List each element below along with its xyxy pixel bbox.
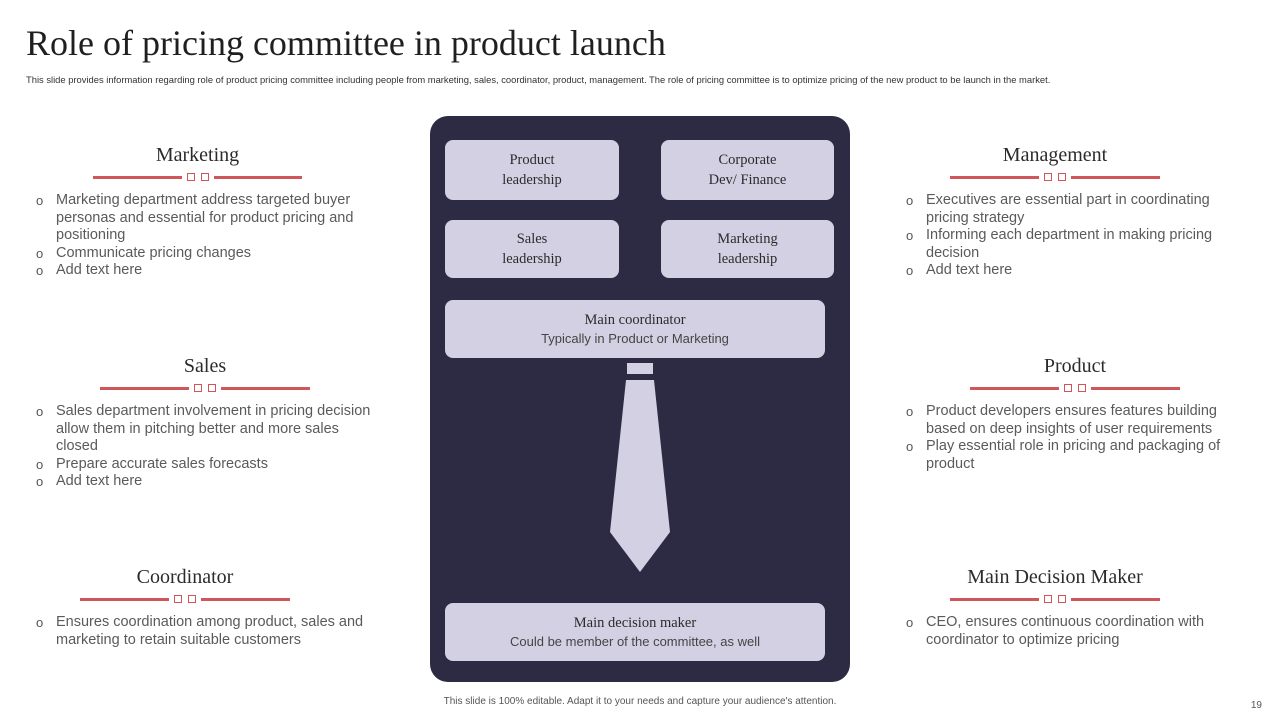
divider-square-icon: [188, 595, 196, 603]
bullet-text: CEO, ensures continuous coordination with coordinator to optimize pricing: [926, 614, 1205, 648]
bullet-text: Product developers ensures features building based on deep insights of user requirements: [926, 403, 1217, 437]
divider-line-right: [1071, 598, 1160, 601]
main-coordinator-subtitle: Typically in Product or Marketing: [541, 331, 729, 346]
bullet-item: [36, 403, 376, 456]
divider-line-right: [214, 176, 303, 179]
bullet-item: [906, 192, 1246, 227]
section-management: [906, 144, 1246, 280]
heading-divider: [80, 595, 290, 605]
bullet-list: [36, 403, 376, 491]
section-coordinator: [36, 566, 376, 649]
product-leadership-line2: leadership: [502, 172, 562, 188]
divider-line-left: [80, 598, 169, 601]
bullet-item: [906, 227, 1246, 262]
corporate-finance-line2: Dev/ Finance: [708, 172, 787, 188]
divider-square-icon: [1064, 384, 1072, 392]
section-head: [906, 355, 1246, 403]
bullet-text: Executives are essential part in coordinating pricing strategy: [926, 192, 1210, 226]
committee-panel: [430, 116, 850, 682]
main-decision-maker-title: Main decision maker: [573, 615, 697, 631]
bullet-item: [36, 245, 376, 263]
main-coordinator-title: Main coordinator: [584, 312, 686, 328]
circle-bullet-icon: o: [36, 193, 44, 208]
divider-line-right: [201, 598, 290, 601]
bullet-text: Prepare accurate sales forecasts: [56, 455, 268, 472]
product-leadership-line1: Product: [509, 152, 555, 168]
sales-leadership-line1: Sales: [516, 231, 548, 247]
bullet-item: [36, 473, 376, 491]
divider-line-right: [221, 387, 310, 390]
divider-line-left: [950, 176, 1039, 179]
divider-line-left: [970, 387, 1059, 390]
section-decision-maker: [906, 566, 1246, 649]
bullet-list: [906, 403, 1246, 473]
circle-bullet-icon: o: [906, 263, 914, 279]
bullet-item: [36, 262, 376, 280]
marketing-leadership-line1: Marketing: [717, 231, 778, 247]
section-head: [36, 566, 376, 614]
bullet-item: [906, 438, 1246, 473]
circle-bullet-icon: o: [36, 245, 44, 261]
bullet-item: [906, 614, 1246, 649]
divider-line-right: [1071, 176, 1160, 179]
bullet-item: [36, 614, 376, 649]
section-sales: [36, 355, 376, 491]
main-decision-maker-box: [445, 603, 825, 661]
heading-divider: [950, 595, 1160, 605]
bullet-text: Communicate pricing changes: [56, 244, 252, 261]
divider-square-icon: [1078, 384, 1086, 392]
necktie-knot: [627, 363, 653, 374]
bullet-text: Sales department involvement in pricing decision allow them in pitching better and more sales closed: [56, 403, 371, 455]
divider-square-icon: [208, 384, 216, 392]
circle-bullet-icon: o: [906, 439, 914, 455]
heading-divider: [93, 173, 302, 183]
necktie-blade: [610, 380, 670, 572]
bullet-text: Add text here: [56, 262, 143, 279]
section-heading: Sales: [183, 355, 227, 377]
bullet-item: [36, 456, 376, 474]
section-heading: Management: [1002, 144, 1108, 166]
heading-divider: [970, 384, 1180, 394]
bullet-item: [906, 262, 1246, 280]
circle-bullet-icon: o: [36, 474, 44, 490]
bullet-item: [36, 192, 376, 245]
circle-bullet-icon: o: [36, 263, 44, 279]
bullet-text: Marketing department address targeted buyer personas and essential for product pricing and positioning: [56, 192, 354, 244]
circle-bullet-icon: o: [36, 456, 44, 472]
section-head: [36, 144, 376, 192]
divider-square-icon: [201, 173, 209, 181]
bullet-list: [36, 192, 376, 280]
divider-line-right: [1091, 387, 1180, 390]
bullet-text: Informing each department in making pricing decision: [926, 227, 1213, 261]
circle-bullet-icon: o: [906, 615, 914, 630]
necktie-icon: [430, 116, 850, 682]
divider-line-left: [950, 598, 1039, 601]
divider-square-icon: [1058, 595, 1066, 603]
corporate-finance-line1: Corporate: [718, 152, 777, 168]
bullet-text: Play essential role in pricing and packaging of product: [926, 438, 1221, 472]
divider-square-icon: [1058, 173, 1066, 181]
bullet-text: Add text here: [56, 473, 143, 490]
section-marketing: [36, 144, 376, 280]
circle-bullet-icon: o: [906, 404, 914, 419]
section-head: [36, 355, 376, 403]
bullet-list: [906, 614, 1246, 649]
section-product: [906, 355, 1246, 473]
bullet-text: Add text here: [926, 262, 1013, 279]
footer-note: This slide is 100% editable. Adapt it to your needs and capture your audience's attention.: [443, 696, 837, 707]
divider-line-left: [100, 387, 189, 390]
divider-square-icon: [1044, 173, 1052, 181]
section-heading: Coordinator: [136, 566, 234, 588]
divider-square-icon: [174, 595, 182, 603]
slide-title: Role of pricing committee in product launch: [26, 23, 666, 63]
divider-square-icon: [1044, 595, 1052, 603]
bullet-text: Ensures coordination among product, sales and marketing to retain suitable customers: [56, 614, 364, 648]
divider-square-icon: [187, 173, 195, 181]
sales-leadership-line2: leadership: [502, 251, 562, 267]
section-head: [906, 566, 1246, 614]
bullet-list: [36, 614, 376, 649]
divider-line-left: [93, 176, 182, 179]
slide-subtitle: This slide provides information regarding role of product pricing committee including people from marketing, sales, coordinator, product, management. The role of pricing committee is to optimize pricing of the new product to be launch in the market.: [26, 74, 1051, 85]
bullet-list: [906, 192, 1246, 280]
section-heading: Product: [1043, 355, 1107, 377]
circle-bullet-icon: o: [36, 404, 44, 419]
page-number: 19: [1250, 700, 1262, 711]
heading-divider: [100, 384, 310, 394]
main-decision-maker-subtitle: Could be member of the committee, as well: [510, 634, 760, 649]
section-head: [906, 144, 1246, 192]
circle-bullet-icon: o: [36, 615, 44, 630]
section-heading: Marketing: [155, 144, 240, 166]
heading-divider: [950, 173, 1160, 183]
circle-bullet-icon: o: [906, 193, 914, 208]
divider-square-icon: [194, 384, 202, 392]
circle-bullet-icon: o: [906, 228, 914, 244]
bullet-item: [906, 403, 1246, 438]
marketing-leadership-line2: leadership: [717, 251, 778, 267]
section-heading: Main Decision Maker: [967, 566, 1143, 588]
